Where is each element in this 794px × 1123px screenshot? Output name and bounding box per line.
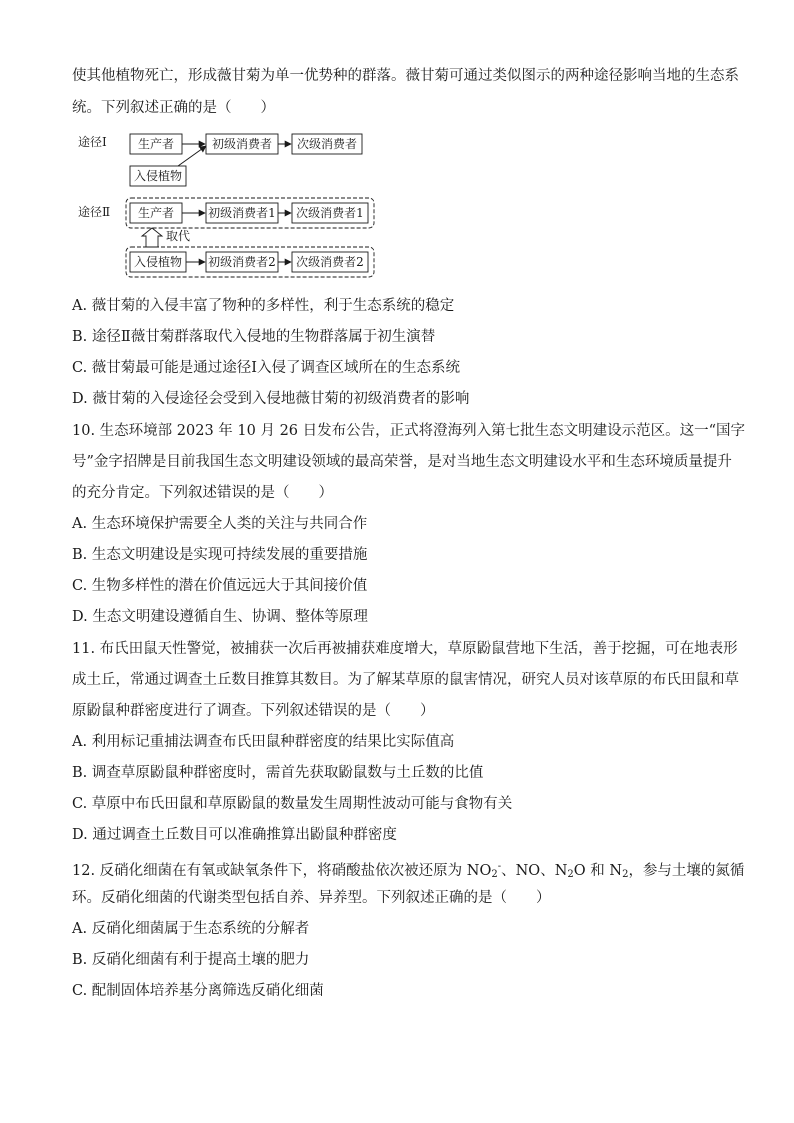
- no2-superscript: -: [497, 861, 502, 872]
- q10-stem-line-1: 10. 生态环境部 2023 年 10 月 26 日发布公告，正式将澄海列入第七批生态文明建设示范区。这一“国字: [72, 423, 746, 439]
- q10-stem-line-3: 的充分肯定。下列叙述错误的是（ ）: [72, 485, 333, 501]
- q10-option-a: A. 生态环境保护需要全人类的关注与共同合作: [72, 516, 368, 532]
- q11-option-d: D. 通过调查土丘数目可以准确推算出鼢鼠种群密度: [72, 827, 397, 843]
- path2-secondary2: 次级消费者2: [296, 255, 364, 269]
- food-chain-diagram: [72, 128, 392, 280]
- q10-option-b: B. 生态文明建设是实现可持续发展的重要措施: [72, 547, 368, 563]
- intro-line-2: 统。下列叙述正确的是（ ）: [72, 100, 275, 116]
- q9-option-c: C. 薇甘菊最可能是通过途径Ⅰ入侵了调查区域所在的生态系统: [72, 360, 461, 376]
- path2-invasive: 入侵植物: [133, 255, 183, 269]
- path1-label: 途径Ⅰ: [78, 135, 107, 149]
- path2-secondary1: 次级消费者1: [296, 206, 364, 220]
- q9-option-a: A. 薇甘菊的入侵丰富了物种的多样性，利于生态系统的稳定: [72, 298, 455, 314]
- path1-primary: 初级消费者: [211, 137, 273, 151]
- q12-option-a: A. 反硝化细菌属于生态系统的分解者: [72, 921, 310, 937]
- q12-stem-line-1: [72, 857, 744, 885]
- n2o-subscript: 2: [567, 868, 574, 880]
- q12-option-c: C. 配制固体培养基分离筛选反硝化细菌: [72, 983, 324, 999]
- q11-stem-line-2: 成土丘，常通过调查土丘数目推算其数目。为了解某草原的鼠害情况，研究人员对该草原的布氏田鼠和草: [72, 672, 739, 688]
- q12-line1-o: O 和 N: [573, 862, 623, 879]
- q11-stem-line-1: 11. 布氏田鼠天性警觉，被捕获一次后再被捕获难度增大，草原鼢鼠营地下生活，善于挖掘，可在地表形: [72, 641, 738, 657]
- q10-option-d: D. 生态文明建设遵循自生、协调、整体等原理: [72, 609, 368, 625]
- q12-line1-pre: 12. 反硝化细菌在有氧或缺氧条件下，将硝酸盐依次被还原为 NO: [72, 862, 492, 879]
- path2-producer: 生产者: [137, 206, 175, 220]
- q9-option-b: B. 途径Ⅱ薇甘菊群落取代入侵地的生物群落属于初生演替: [72, 329, 436, 345]
- path2-primary2: 初级消费者2: [208, 255, 276, 269]
- q10-stem-line-2: 号”金字招牌是目前我国生态文明建设领域的最高荣誉，是对当地生态文明建设水平和生态环境质量提升: [72, 454, 732, 470]
- no2-subscript: 2: [491, 868, 498, 880]
- path1-secondary: 次级消费者: [296, 137, 358, 151]
- q12-stem-line-2: 环。反硝化细菌的代谢类型包括自养、异养型。下列叙述正确的是（ ）: [72, 890, 551, 906]
- path1-producer: 生产者: [137, 137, 175, 151]
- path2-primary1: 初级消费者1: [208, 206, 276, 220]
- q12-option-b: B. 反硝化细菌有利于提高土壤的肥力: [72, 952, 310, 968]
- intro-line-1: 使其他植物死亡，形成薇甘菊为单一优势种的群落。薇甘菊可通过类似图示的两种途径影响当地的生态系: [72, 68, 739, 84]
- q11-option-c: C. 草原中布氏田鼠和草原鼢鼠的数量发生周期性波动可能与食物有关: [72, 796, 513, 812]
- q12-line1-post: ，参与土壤的氮循: [628, 862, 745, 879]
- path1-invasive: 入侵植物: [133, 169, 183, 183]
- path2-label: 途径Ⅱ: [78, 205, 111, 219]
- q12-line1-mid: 、NO、N: [501, 862, 568, 879]
- q11-option-b: B. 调查草原鼢鼠种群密度时，需首先获取鼢鼠数与土丘数的比值: [72, 765, 484, 781]
- replace-arrow-icon: [142, 228, 162, 247]
- q9-option-d: D. 薇甘菊的入侵途径会受到入侵地薇甘菊的初级消费者的影响: [72, 391, 470, 407]
- replace-label: 取代: [166, 229, 191, 243]
- q10-option-c: C. 生物多样性的潜在价值远远大于其间接价值: [72, 578, 368, 594]
- q11-option-a: A. 利用标记重捕法调查布氏田鼠种群密度的结果比实际值高: [72, 734, 455, 750]
- q11-stem-line-3: 原鼢鼠种群密度进行了调查。下列叙述错误的是（ ）: [72, 703, 435, 719]
- n2-subscript: 2: [622, 868, 629, 880]
